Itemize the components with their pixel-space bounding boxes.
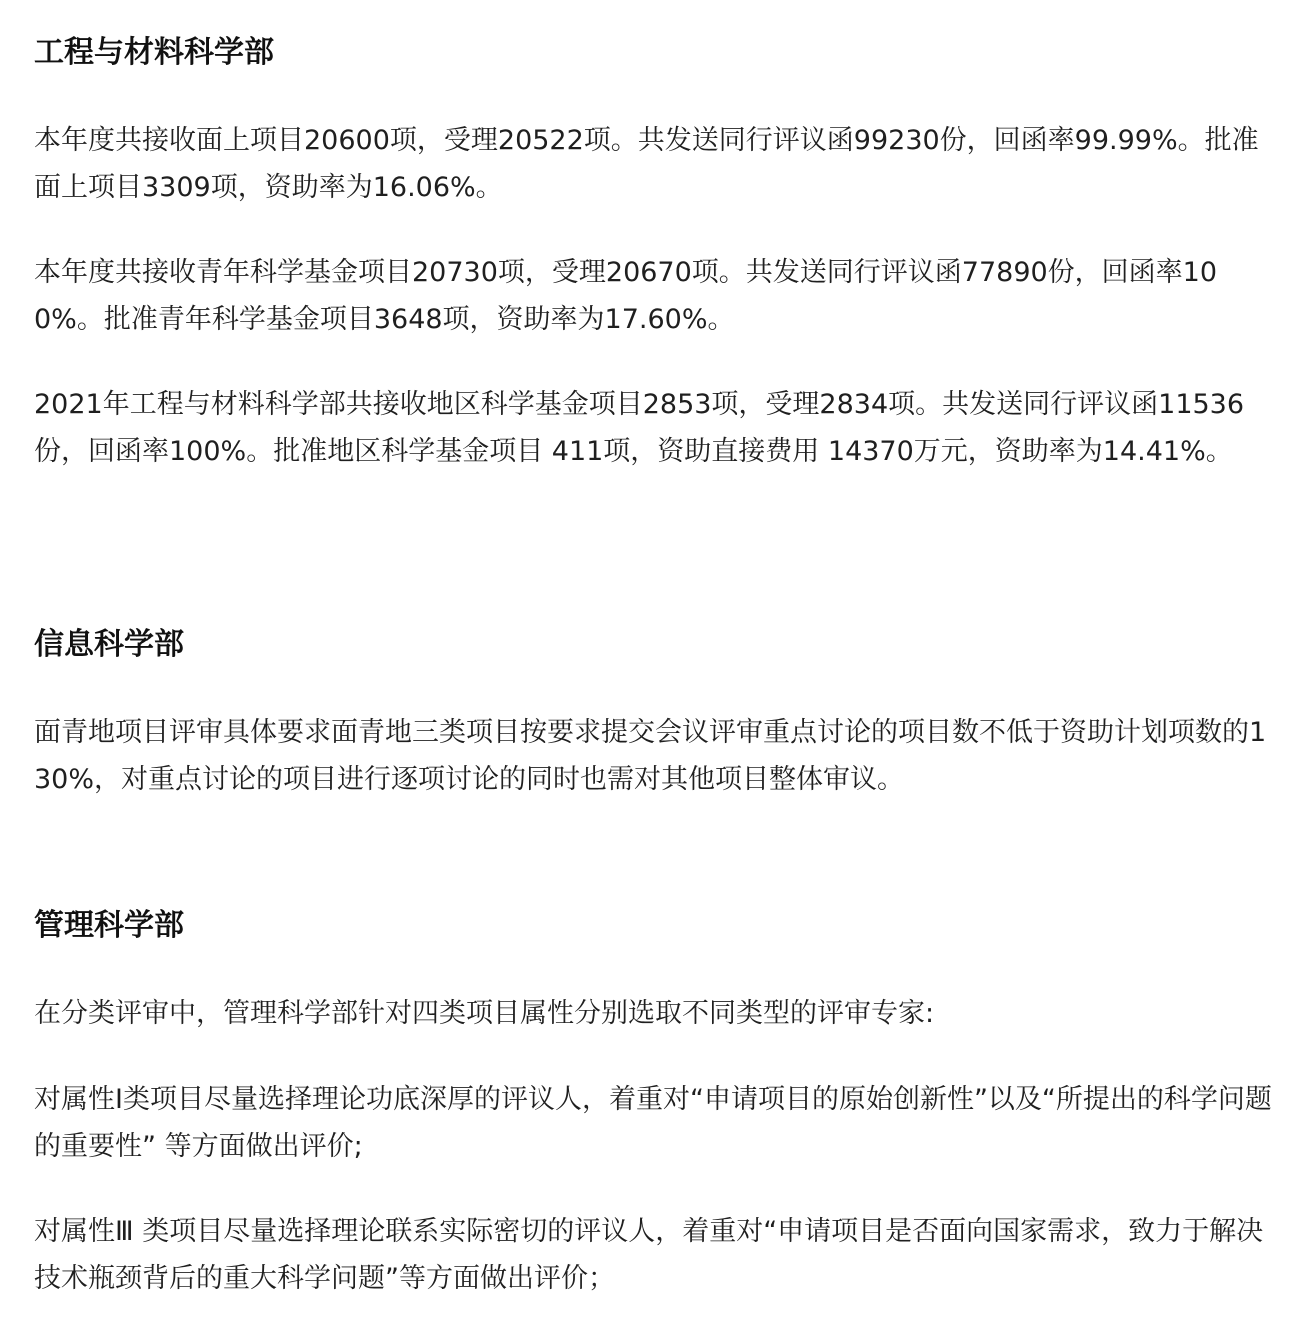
section-heading-engineering: 工程与材料科学部 xyxy=(34,35,274,70)
paragraph-review-requirements: 面青地项目评审具体要求面青地三类项目按要求提交会议评审重点讨论的项目数不低于资助计划项数的130%，对重点讨论的项目进行逐项讨论的同时也需对其他项目整体审议。 xyxy=(34,717,1267,795)
paragraph-youth-fund: 本年度共接收青年科学基金项目20730项，受理20670项。共发送同行评议函77890份，回函率100%。批准青年科学基金项目3648项，资助率为17.60%。 xyxy=(34,257,1218,335)
paragraph-attribute-three: 对属性Ⅲ 类项目尽量选择理论联系实际密切的评议人，着重对“申请项目是否面向国家需求，致力于解决技术瓶颈背后的重大科学问题”等方面做出评价； xyxy=(34,1216,1264,1294)
paragraph-general-projects: 本年度共接收面上项目20600项，受理20522项。共发送同行评议函99230份，回函率99.99%。批准面上项目3309项，资助率为16.06%。 xyxy=(34,125,1259,203)
paragraph-attribute-one: 对属性Ⅰ类项目尽量选择理论功底深厚的评议人，着重对“申请项目的原始创新性”以及“所提出的科学问题的重要性” 等方面做出评价; xyxy=(34,1084,1272,1162)
section-heading-information: 信息科学部 xyxy=(34,627,184,662)
paragraph-classified-review: 在分类评审中，管理科学部针对四类项目属性分别选取不同类型的评审专家: xyxy=(34,998,935,1029)
paragraph-regional-fund: 2021年工程与材料科学部共接收地区科学基金项目2853项，受理2834项。共发送同行评议函11536份，回函率100%。批准地区科学基金项目 411项，资助直接费用 14370万元，资助率为14.41%。 xyxy=(34,389,1245,467)
section-heading-management: 管理科学部 xyxy=(34,908,184,943)
